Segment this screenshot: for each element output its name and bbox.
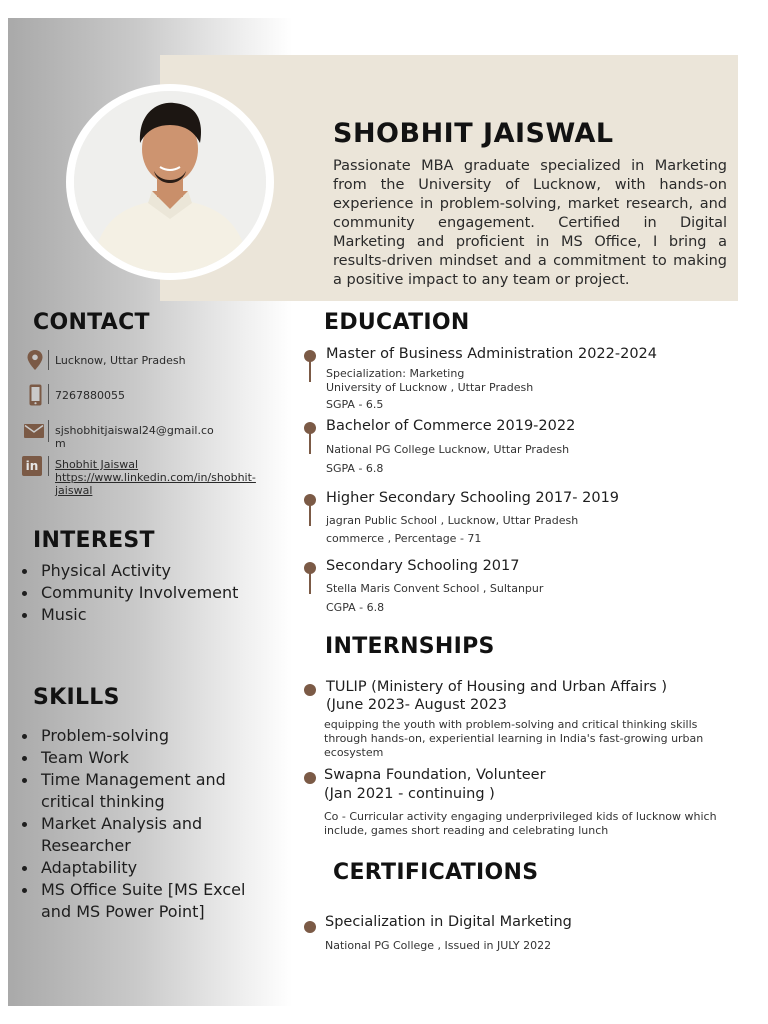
education-detail: University of Lucknow , Uttar Pradesh: [326, 381, 534, 394]
contact-location: Lucknow, Uttar Pradesh: [55, 354, 186, 367]
contact-divider: [48, 420, 49, 442]
internships-heading: INTERNSHIPS: [325, 634, 495, 659]
internship-description: equipping the youth with problem-solving and critical thinking skills through hands-on, experiential learning in India's fast-growing urban ecosystem: [324, 718, 704, 759]
skill-item: MS Office Suite [MS Excel and MS Power Point]: [8, 879, 273, 923]
education-title: Master of Business Administration 2022-2024: [326, 346, 658, 362]
timeline-pin-stem: [309, 572, 311, 594]
contact-phone: 7267880055: [55, 389, 125, 402]
location-pin-icon: [27, 350, 43, 370]
education-title: Secondary Schooling 2017: [326, 558, 520, 574]
linkedin-url-link-line2[interactable]: jaiswal: [55, 484, 93, 497]
bullet-dot-icon: [304, 921, 316, 933]
skills-list: [8, 725, 273, 923]
interest-item: Community Involvement: [8, 582, 278, 604]
interest-list: [8, 560, 278, 626]
skill-item: Problem-solving: [8, 725, 273, 747]
interest-heading: INTEREST: [33, 528, 155, 553]
linkedin-url-link-line1[interactable]: https://www.linkedin.com/in/shobhit-: [55, 471, 256, 484]
education-heading: EDUCATION: [324, 310, 470, 335]
education-detail: Stella Maris Convent School , Sultanpur: [326, 582, 544, 595]
education-title: Bachelor of Commerce 2019-2022: [326, 418, 576, 434]
email-icon: [24, 424, 44, 438]
timeline-pin-stem: [309, 504, 311, 526]
contact-email[interactable]: [55, 424, 214, 450]
skill-item: Time Management and critical thinking: [8, 769, 273, 813]
contact-divider: [48, 384, 49, 404]
phone-icon: [29, 384, 42, 406]
skill-item: Adaptability: [8, 857, 273, 879]
education-detail: jagran Public School , Lucknow, Uttar Pradesh: [326, 514, 579, 527]
education-detail: National PG College Lucknow, Uttar Pradesh: [326, 443, 570, 456]
contact-divider: [48, 456, 49, 476]
bullet-dot-icon: [304, 684, 316, 696]
internship-title: TULIP (Ministery of Housing and Urban Affairs ): [326, 679, 667, 695]
contact-email-line2: m: [55, 437, 66, 450]
skill-item: Team Work: [8, 747, 273, 769]
contact-linkedin[interactable]: [55, 458, 256, 497]
education-detail: Specialization: Marketing: [326, 367, 465, 380]
candidate-name: SHOBHIT JAISWAL: [333, 118, 614, 149]
linkedin-icon: in: [22, 456, 42, 476]
certification-title: Specialization in Digital Marketing: [325, 914, 572, 930]
education-title: Higher Secondary Schooling 2017- 2019: [326, 490, 620, 506]
contact-divider: [48, 350, 49, 370]
skills-heading: SKILLS: [33, 685, 120, 710]
education-detail: CGPA - 6.8: [326, 601, 385, 614]
internship-description: Co - Curricular activity engaging underprivileged kids of lucknow which include, games short reading and celebrating lunch: [324, 810, 717, 837]
education-detail: commerce , Percentage - 71: [326, 532, 482, 545]
interest-item: Music: [8, 604, 278, 626]
profile-summary: Passionate MBA graduate specialized in Marketing from the University of Lucknow, with hands-on experience in problem-solving, market research, and community engagement. Certified in Digital Marketing and proficient in MS Office, I bring a results-driven mindset and a commitment to making a positive impact to any team or project.: [333, 158, 727, 288]
timeline-pin-stem: [309, 360, 311, 382]
skill-item: Market Analysis and Researcher: [8, 813, 273, 857]
contact-email-line1: sjshobhitjaiswal24@gmail.co: [55, 424, 214, 437]
education-detail: SGPA - 6.5: [326, 398, 384, 411]
internship-title: Swapna Foundation, Volunteer: [324, 767, 546, 783]
profile-photo: [74, 91, 266, 273]
interest-item: Physical Activity: [8, 560, 278, 582]
certifications-heading: CERTIFICATIONS: [333, 860, 539, 885]
person-avatar-icon: [74, 91, 266, 273]
education-detail: SGPA - 6.8: [326, 462, 384, 475]
certification-detail: National PG College , Issued in JULY 2022: [325, 939, 552, 952]
internship-dates: (June 2023- August 2023: [326, 697, 507, 713]
bullet-dot-icon: [304, 772, 316, 784]
contact-heading: CONTACT: [33, 310, 150, 335]
internship-dates: (Jan 2021 - continuing ): [324, 786, 495, 802]
timeline-pin-stem: [309, 432, 311, 454]
linkedin-name-link[interactable]: Shobhit Jaiswal: [55, 458, 139, 471]
